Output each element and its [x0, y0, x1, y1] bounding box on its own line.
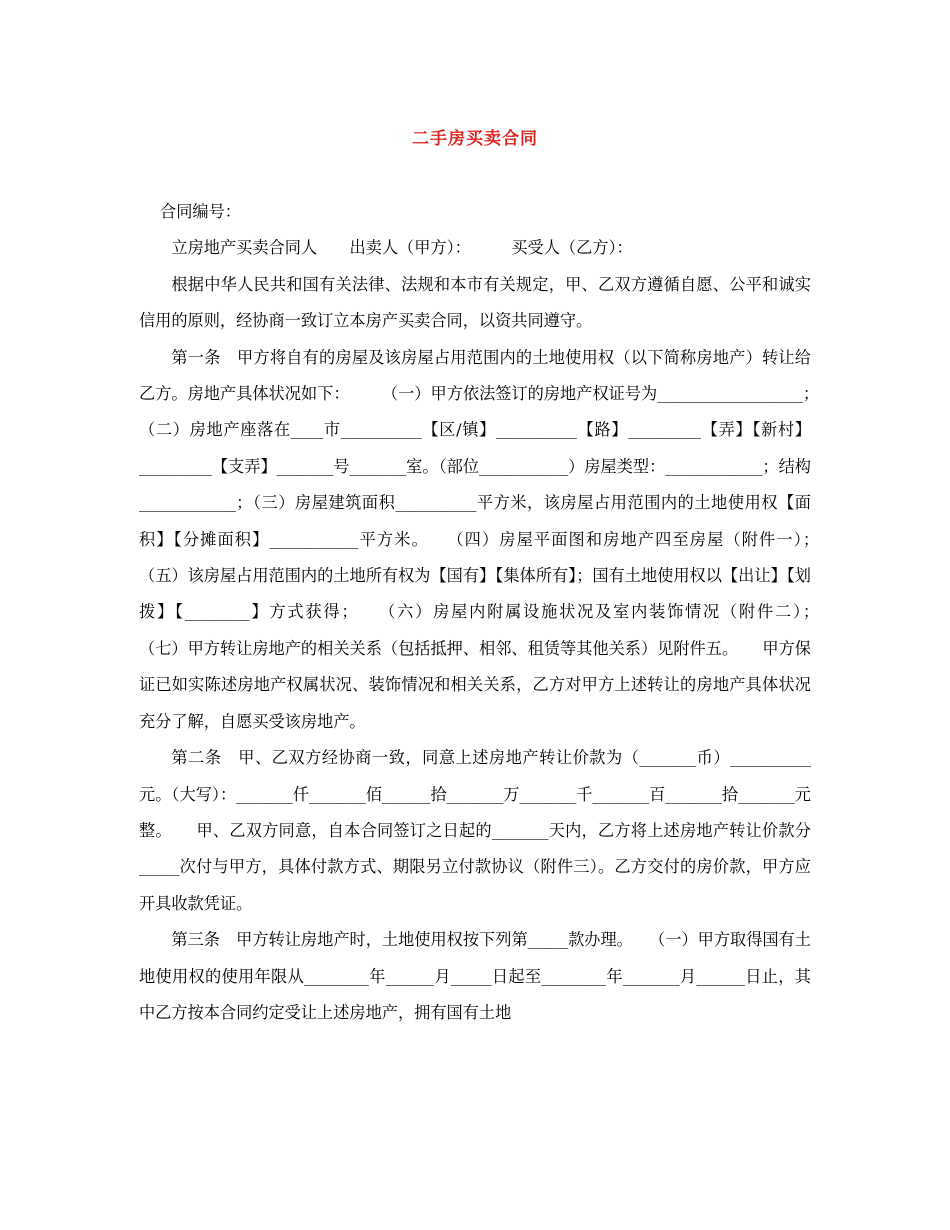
contract-number-paragraph: 合同编号：: [160, 202, 241, 221]
document-body: [139, 194, 860, 1031]
preamble-paragraph: 根据中华人民共和国有关法律、法规和本市有关规定，甲、乙双方遵循自愿、公平和诚实信用的原则，经协商一致订立本房产买卖合同，以资共同遵守。: [139, 274, 811, 331]
article-3-paragraph: 第三条 甲方转让房地产时，土地使用权按下列第_____款办理。 （一）甲方取得国有土地使用权的使用年限从________年______月_____日起至________年_______月______日止，其中乙方按本合同约定受让上述房地产，拥有国有土地: [139, 930, 811, 1022]
parties-paragraph: 立房地产买卖合同人 出卖人（甲方）： 买受人（乙方）：: [171, 238, 633, 258]
article-2-paragraph: 第二条 甲、乙双方经协商一致，同意上述房地产转让价款为（_______币）__________元。（大写）：_______仟_______佰______拾_______万_______千_______百_______拾_______元整。 甲、乙双方同意，自本合同签订之日起的_______天内，乙方将上述房地产转让价款分_____次付与甲方，具体付款方式、期限另立付款协议（附件三）。乙方交付的房价款，甲方应开具收款凭证。: [139, 748, 811, 913]
document-title: 二手房买卖合同: [412, 129, 538, 149]
article-1-paragraph: 第一条 甲方将自有的房屋及该房屋占用范围内的土地使用权（以下简称房地产）转让给乙方。房地产具体状况如下： （一）甲方依法签订的房地产权证号为__________________； （二）房地产座落在____市__________【区/镇】__________【路】_________【弄】【新村】_________【支弄】_______号_______室。（部位___________）房屋类型：____________；结构____________；（三）房屋建筑面积__________平方米，该房屋占用范围内的土地使用权【面积】【分摊面积】___________平方米。 （四）房屋平面图和房地产四至房屋（附件一）； （五）该房屋占用范围内的土地所有权为【国有】【集体所有】；国有土地使用权以【出让】【划拨】【________】方式获得； （六）房屋内附属设施状况及室内装饰情况（附件二）； （七）甲方转让房地产的相关关系（包括抵押、相邻、租赁等其他关系）见附件五。 甲方保证已如实陈述房地产权属状况、装饰情况和相关关系，乙方对甲方上述转让的房地产具体状况充分了解，自愿买受该房地产。: [139, 347, 860, 731]
